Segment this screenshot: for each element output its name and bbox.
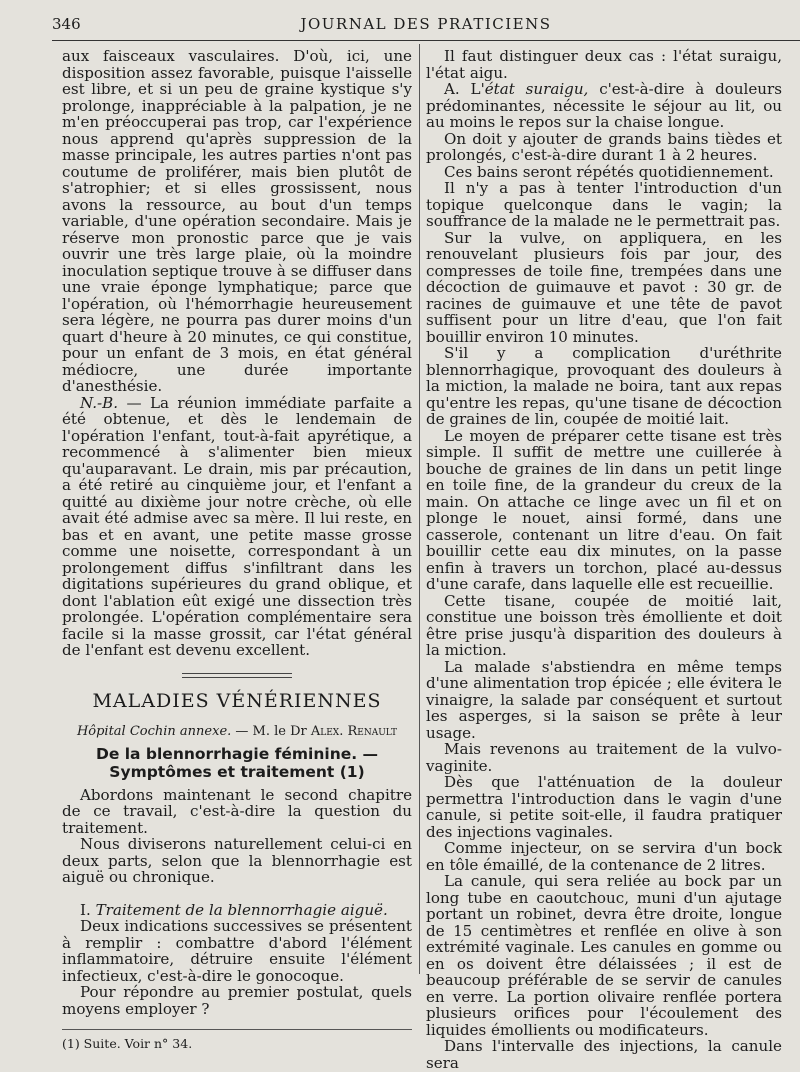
subheading-number: I. [80,900,96,919]
nb-paragraph [62,395,412,659]
paragraph: aux faisceaux vasculaires. D'où, ici, une disposition assez favorable, puisque l'aisselle est libre, et si un peu de graine kystique s'y prolonge, inappréciable à la palpation, je ne m'en préoccuperai pas trop, car l'expérience nous apprend qu'après suppression de la masse principale, les autres parties n'ont pas coutume de proliférer, mais bien plutôt de s'atrophier; et si elles grossissent, nous avons la ressource, au bout d'un temps variable, d'une opération secondaire. Mais je réserve mon pronostic parce que je vais ouvrir une très large plaie, où la moindre inoculation septique trouve à se diffuser dans une vraie éponge lymphatique; parce que l'opération, où l'hémorrhagie heureusement sera légère, ne pourra pas durer moins d'un quart d'heure à 20 minutes, ce qui constitue, pour un enfant de 3 mois, en état général médiocre, une durée importante d'anesthésie. [62,47,412,395]
running-title: JOURNAL DES PRATICIENS [300,15,552,33]
page-number: 346 [52,15,81,33]
paragraph: Mais revenons au traitement de la vulvo-vaginite. [426,740,782,775]
byline [62,724,412,739]
footnote: (1) Suite. Voir n° 34. [62,1036,193,1051]
paragraph: Il n'y a pas à tenter l'introduction d'un topique quelconque dans le vagin; la souffrance de la malade ne le permettrait pas. [426,179,782,230]
emphasis: état suraigu, [484,80,589,98]
article-title: De la blennorrhagie féminine. — Symptômes et traitement (1) [95,744,379,781]
byline-author: Alex. Renault [310,723,398,739]
paragraph [426,81,782,131]
subheading [62,902,412,919]
paragraph: Pour répondre au premier postulat, quels moyens employer ? [62,983,412,1018]
nb-text: — La réunion immédiate parfaite a été obtenue, et dès le lendemain de l'opération l'enfant, tout-à-fait apyrétique, a recommencé à s'alimenter bien mieux qu'auparavant. Le drain, mis par précaution, a été retiré au cinquième jour, et l'enfant a quitté au dixième jour notre crèche, où elle avait été admise avec sa mère. Il lui reste, en bas et en avant, une petite masse grosse comme une noisette, correspondant à un prolongement diffus s'infiltrant dans les digitations supérieures du grand oblique, et dont l'ablation eût exigé une dissection très prolongée. L'opération complémentaire sera facile si la masse grossit, car l'état général de l'enfant est devenu excellent. [62,393,412,659]
paragraph: Cette tisane, coupée de moitié lait, constitue une boisson très émolliente et doit être prise jusqu'à disparition des douleurs à la miction. [426,591,782,659]
paragraph: Dès que l'atténuation de la douleur permettra l'introduction dans le vagin d'une canule, si petite soit-elle, il faudra pratiquer des injections vaginales. [426,773,782,841]
paragraph: Dans l'intervalle des injections, la canule sera [426,1037,782,1072]
left-column [62,48,412,1051]
paragraph: Le moyen de préparer cette tisane est très simple. Il suffit de mettre une cuillerée à bouche de graines de lin dans un petit linge en toile fine, de la grandeur du creux de la main. On attache ce linge avec un fil et on plonge le nouet, ainsi formé, dans une casserole, contenant un litre d'eau. On fait bouillir cette eau dix minutes, on la passe enfin à travers un torchon, placé au-dessus d'une carafe, dans laquelle elle est recueillie. [426,426,782,593]
section-title: MALADIES VÉNÉRIENNES [92,689,382,712]
text-run: c'est-à-dire à douleurs prédominantes, nécessite le séjour au lit, ou au moins le repos sur la chaise longue. [426,80,782,131]
text-run: A. L' [444,80,485,98]
section-separator [182,673,292,678]
nb-label: N.-B. [80,393,119,412]
subheading-text: Traitement de la blennorrhagie aiguë. [95,900,388,919]
byline-prefix: — M. le Dr [231,723,311,739]
paragraph: Deux indications successives se présentent à remplir : combattre d'abord l'élément inflammatoire, détruire ensuite l'élément infectieux, c'est-à-dire le gonocoque. [62,917,412,985]
byline-place: Hôpital Cochin annexe. [76,723,232,739]
paragraph: Abordons maintenant le second chapitre de ce travail, c'est-à-dire la question du traitement. [62,785,412,837]
footnote-rule [62,1029,412,1030]
column-divider [419,44,420,974]
paragraph: S'il y a complication d'uréthrite blennorrhagique, provoquant des douleurs à la miction, la malade ne boira, tant aux repas qu'entre les repas, qu'une tisane de décoction de graines de lin, coupée de moitié lait. [426,344,782,428]
right-column [426,48,782,1071]
page-header [52,10,800,41]
paragraph: Comme injecteur, on se servira d'un bock en tôle émaillé, de la contenance de 2 litres. [426,839,782,874]
paragraph: Sur la vulve, on appliquera, en les renouvelant plusieurs fois par jour, des compresses de toile fine, trempées dans une décoction de guimauve et pavot : 30 gr. de racines de guimauve et une tête de pavot suffisent pour un litre d'eau, que l'on fait bouillir environ 10 minutes. [426,228,782,346]
paragraph: Ces bains seront répétés quotidiennement. [444,162,774,181]
paragraph: La canule, qui sera reliée au bock par un long tube en caoutchouc, muni d'un ajutage portant un robinet, devra être droite, longue de 15 centimètres et renflée en olive à son extrémité vaginale. Les canules en gomme ou en os doivent être délaissées ; il est de beaucoup préférable de se servir de canules en verre. La portion olivaire renflée portera plusieurs orifices pour l'écoulement des liquides émollients ou modificateurs. [426,872,782,1039]
paragraph: On doit y ajouter de grands bains tièdes et prolongés, c'est-à-dire durant 1 à 2 heures. [426,129,782,164]
paragraph: Il faut distinguer deux cas : l'état suraigu, l'état aigu. [426,47,782,82]
paragraph: Nous diviserons naturellement celui-ci en deux parts, selon que la blennorrhagie est aiguë ou chronique. [62,835,412,886]
paragraph: La malade s'abstiendra en même temps d'une alimentation trop épicée ; elle évitera le vinaigre, la salade par conséquent et surtout les asperges, si la saison se prête à leur usage. [426,657,782,742]
